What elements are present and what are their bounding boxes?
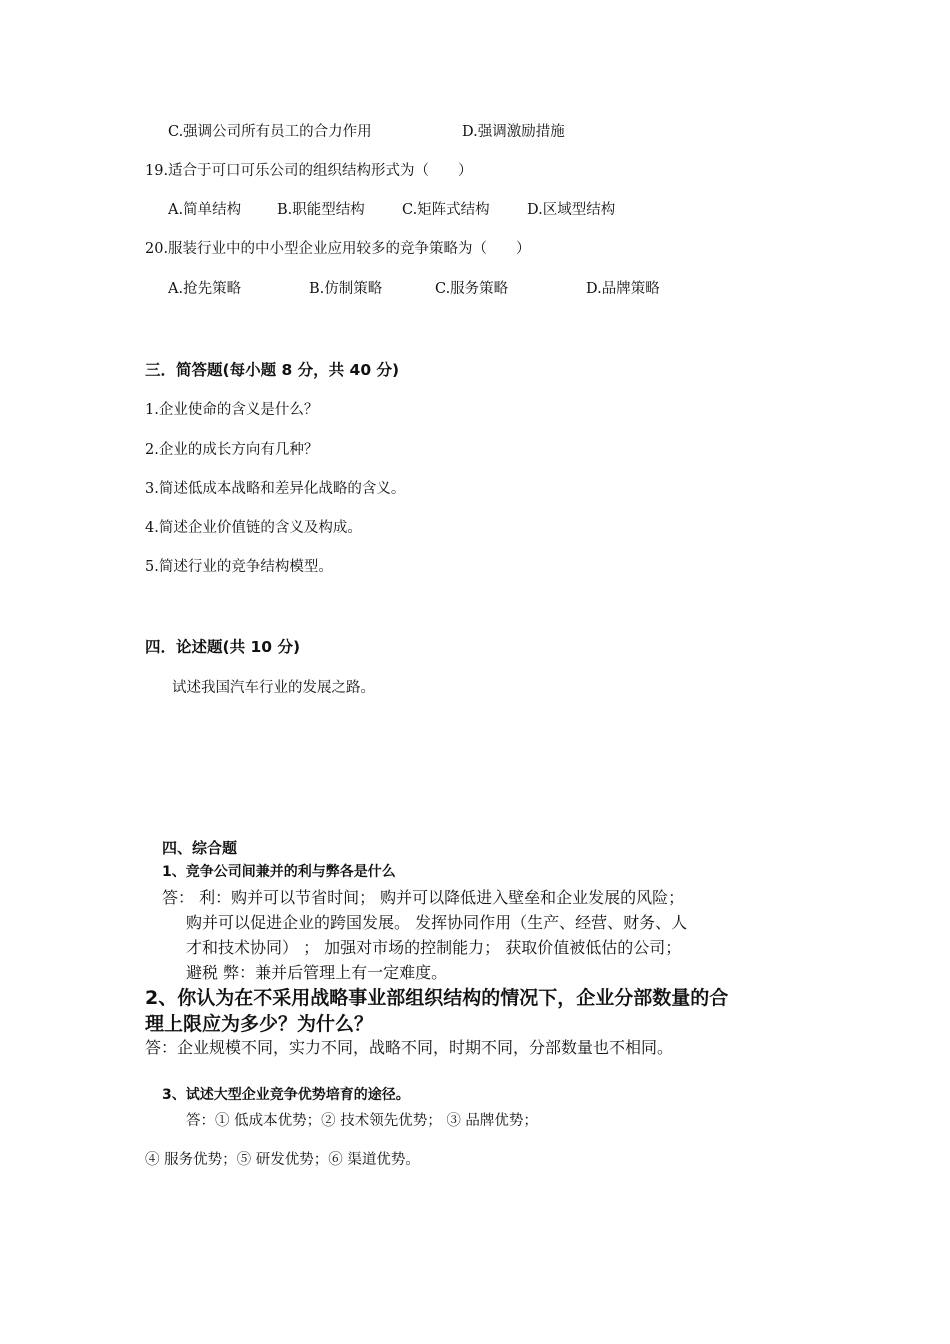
- q2-answer: 答：企业规模不同，实力不同，战略不同，时期不同，分部数量也不相同。: [145, 1038, 674, 1057]
- q20-option-d: D.品牌策略: [586, 281, 660, 297]
- comprehensive-heading: 四、综合题: [162, 839, 238, 857]
- q20-stem: 20.服装行业中的中小型企业应用较多的竞争策略为（ ）: [145, 241, 531, 257]
- essay-heading: 四．论述题(共 10 分): [145, 638, 301, 656]
- short-answer-item: 2.企业的成长方向有几种？: [145, 442, 319, 458]
- q3-answer-line: ④ 服务优势；⑤ 研发优势；⑥ 渠道优势。: [145, 1152, 420, 1168]
- q2-question-line: 2、你认为在不采用战略事业部组织结构的情况下，企业分部数量的合: [145, 987, 729, 1009]
- short-answer-item: 4.简述企业价值链的含义及构成。: [145, 520, 362, 536]
- q1-question: 1、竞争公司间兼并的利与弊各是什么: [162, 864, 396, 880]
- short-answer-item: 5.简述行业的竞争结构模型。: [145, 559, 333, 575]
- short-answer-item: 3.简述低成本战略和差异化战略的含义。: [145, 481, 406, 497]
- q19-option-d: D.区域型结构: [527, 202, 616, 218]
- short-answer-heading: 三．简答题(每小题 8 分，共 40 分): [145, 361, 400, 379]
- q18-option-d: D.强调激励措施: [462, 124, 565, 140]
- q20-option-c: C.服务策略: [435, 281, 509, 297]
- q2-question-line: 理上限应为多少？为什么？: [145, 1013, 374, 1035]
- q3-answer-line: 答：① 低成本优势；② 技术领先优势； ③ 品牌优势；: [186, 1113, 538, 1129]
- q1-answer-line: 购并可以促进企业的跨国发展。 发挥协同作用（生产、经营、财务、人: [186, 913, 688, 932]
- q19-option-b: B.职能型结构: [277, 202, 365, 218]
- q20-option-b: B.仿制策略: [309, 281, 383, 297]
- q19-option-a: A.简单结构: [168, 202, 242, 218]
- essay-question: 试述我国汽车行业的发展之路。: [172, 680, 375, 696]
- q1-answer-line: 答： 利：购并可以节省时间； 购并可以降低进入壁垒和企业发展的风险；: [162, 888, 685, 907]
- q19-option-c: C.矩阵式结构: [402, 202, 490, 218]
- q20-option-a: A.抢先策略: [168, 281, 242, 297]
- short-answer-item: 1.企业使命的含义是什么？: [145, 402, 319, 418]
- q3-question: 3、试述大型企业竞争优势培育的途径。: [162, 1087, 410, 1103]
- q19-stem: 19.适合于可口可乐公司的组织结构形式为（ ）: [145, 163, 473, 179]
- q1-answer-line: 才和技术协同） ； 加强对市场的控制能力； 获取价值被低估的公司；: [186, 938, 682, 957]
- q1-answer-line: 避税 弊：兼并后管理上有一定难度。: [186, 963, 448, 982]
- q18-option-c: C.强调公司所有员工的合力作用: [168, 124, 372, 140]
